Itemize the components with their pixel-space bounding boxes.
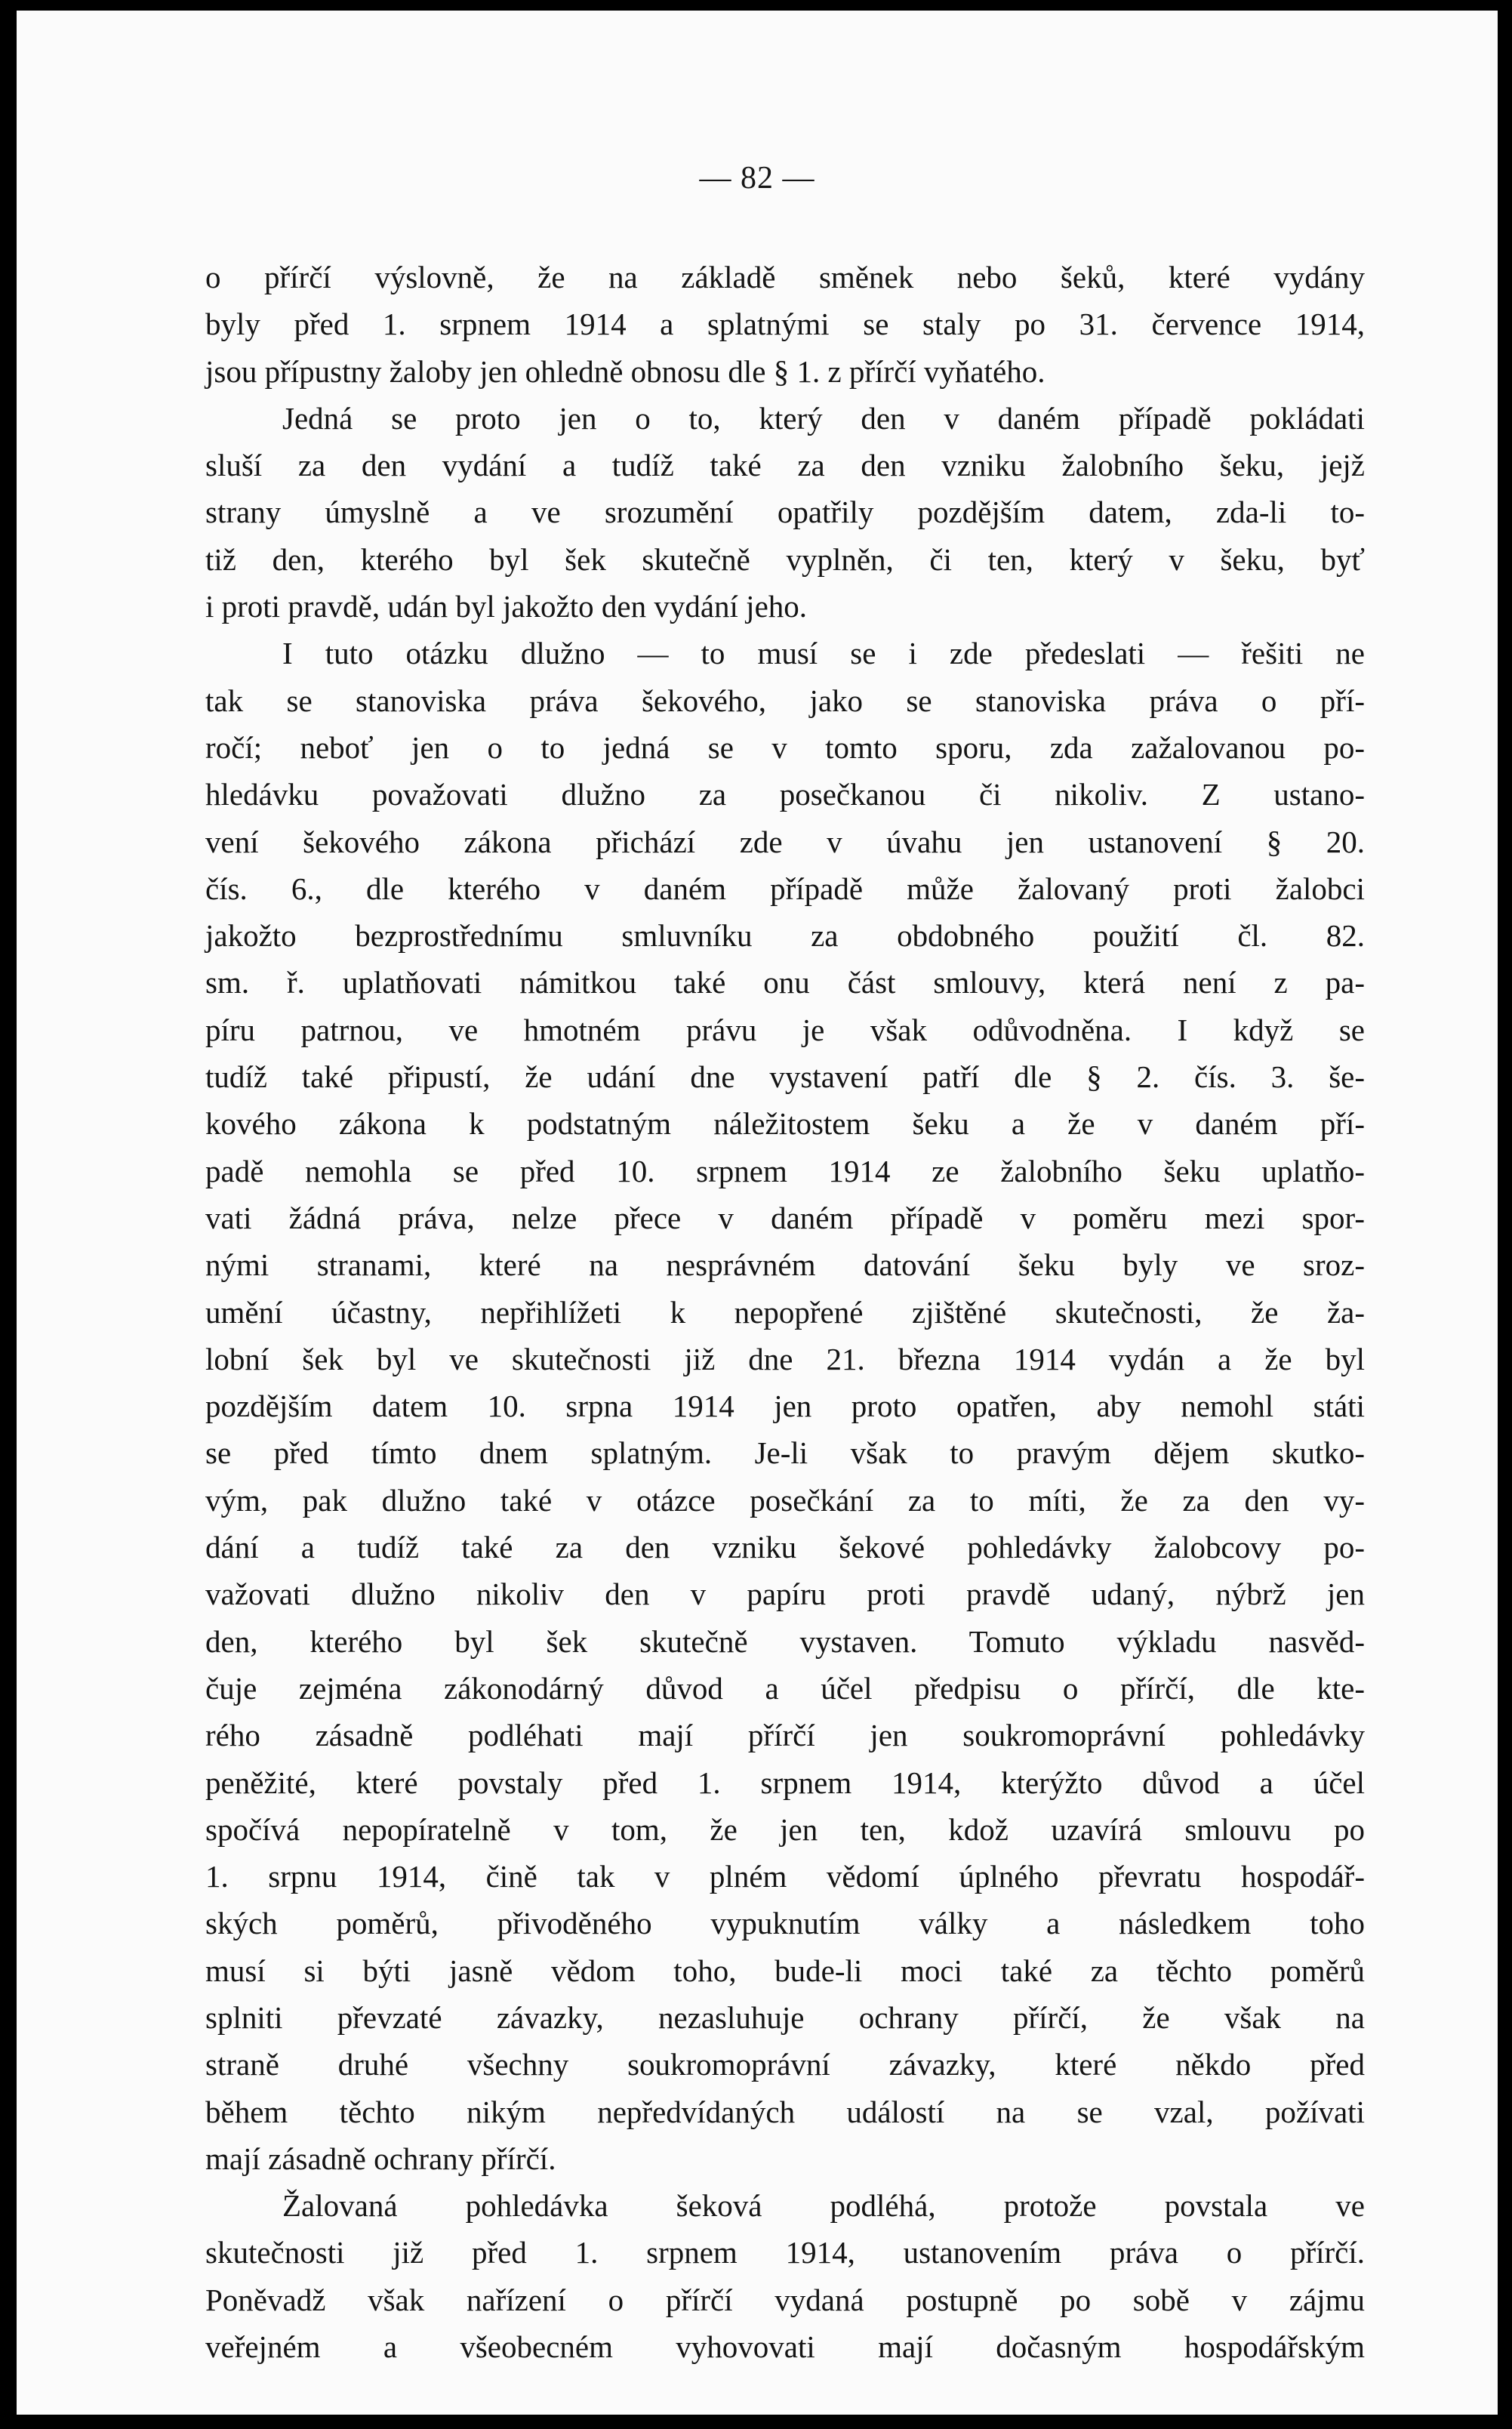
text-line: skutečnosti již před 1. srpnem 1914, ustanovením práva o přírčí.: [205, 2235, 1365, 2270]
text-line: ských poměrů, přivoděného vypuknutím války a následkem toho: [205, 1906, 1365, 1941]
text-line: vení šekového zákona přichází zde v úvahu jen ustanovení § 20.: [205, 824, 1365, 859]
page-number: — 82 —: [699, 161, 815, 196]
text-line: jakožto bezprostřednímu smluvníku za obdobného použití čl. 82.: [205, 918, 1365, 954]
text-line: sm. ř. uplatňovati námitkou také onu část smlouvy, která není z pa-: [205, 965, 1365, 1000]
text-line: strany úmyslně a ve srozumění opatřily pozdějším datem, zda-li to-: [205, 495, 1365, 530]
text-line: tak se stanoviska práva šekového, jako se stanoviska práva o pří-: [205, 683, 1365, 718]
text-line: jsou přípustny žaloby jen ohledně obnosu dle § 1. z přírčí vyňatého.: [205, 353, 1045, 389]
text-line: straně druhé všechny soukromoprávní závazky, které někdo před: [205, 2047, 1365, 2082]
text-line: vati žádná práva, nelze přece v daném případě v poměru mezi spor-: [205, 1200, 1365, 1235]
text-line: peněžité, které povstaly před 1. srpnem 1914, kterýžto důvod a účel: [205, 1765, 1365, 1800]
text-line: važovati dlužno nikoliv den v papíru proti pravdě udaný, nýbrž jen: [205, 1577, 1365, 1612]
text-line: I tuto otázku dlužno — to musí se i zde předeslati — řešiti ne: [282, 636, 1365, 671]
text-line: musí si býti jasně vědom toho, bude-li moci také za těchto poměrů: [205, 1953, 1365, 1988]
text-line: o přírčí výslovně, že na základě směnek nebo šeků, které vydány: [205, 260, 1365, 294]
text-line: lobní šek byl ve skutečnosti již dne 21. března 1914 vydán a že byl: [205, 1341, 1365, 1376]
text-line: kového zákona k podstatným náležitostem šeku a že v daném pří-: [205, 1106, 1365, 1142]
text-line: píru patrnou, ve hmotném právu je však odůvodněna. I když se: [205, 1012, 1365, 1047]
text-line: ročí; neboť jen o to jedná se v tomto sporu, zda zažalovanou po-: [205, 729, 1365, 765]
text-line: pozdějším datem 10. srpna 1914 jen proto opatřen, aby nemohl státi: [205, 1389, 1365, 1424]
text-line: i proti pravdě, udán byl jakožto den vydání jeho.: [205, 589, 808, 624]
text-line: tiž den, kterého byl šek skutečně vyplněn, či ten, který v šeku, byť: [205, 541, 1365, 577]
text-line: spočívá nepopíratelně v tom, že jen ten, kdož uzavírá smlouvu po: [205, 1811, 1365, 1847]
text-line: splniti převzaté závazky, nezasluhuje ochrany přírčí, že však na: [205, 1999, 1365, 2035]
text-line: rého zásadně podléhati mají přírčí jen soukromoprávní pohledávky: [205, 1718, 1365, 1753]
document-page: [17, 11, 1498, 2415]
text-line: padě nemohla se před 10. srpnem 1914 ze žalobního šeku uplatňo-: [205, 1153, 1365, 1188]
text-line: nými stranami, které na nesprávném datování šeku byly ve sroz-: [205, 1247, 1365, 1283]
text-line: 1. srpnu 1914, čině tak v plném vědomí úplného převratu hospodář-: [205, 1859, 1365, 1894]
text-line: den, kterého byl šek skutečně vystaven. Tomuto výkladu nasvěd-: [205, 1623, 1365, 1659]
text-line: byly před 1. srpnem 1914 a splatnými se staly po 31. července 1914,: [205, 307, 1365, 342]
text-line: Jedná se proto jen o to, který den v daném případě pokládati: [282, 400, 1365, 436]
text-line: umění účastny, nepřihlížeti k nepopřené zjištěné skutečnosti, že ža-: [205, 1294, 1365, 1330]
text-line: čuje zejména zákonodárný důvod a účel předpisu o přírčí, dle kte-: [205, 1670, 1365, 1706]
text-line: sluší za den vydání a tudíž také za den vzniku žalobního šeku, jejž: [205, 448, 1365, 483]
text-line: Poněvadž však nařízení o přírčí vydaná postupně po sobě v zájmu: [205, 2282, 1365, 2317]
text-line: dání a tudíž také za den vzniku šekové pohledávky žalobcovy po-: [205, 1530, 1365, 1565]
text-line: vým, pak dlužno také v otázce posečkání za to míti, že za den vy-: [205, 1482, 1365, 1518]
text-line: hledávku považovati dlužno za posečkanou či nikoliv. Z ustano-: [205, 777, 1365, 812]
text-line: čís. 6., dle kterého v daném případě může žalovaný proti žalobci: [205, 871, 1365, 906]
text-line: Žalovaná pohledávka šeková podléhá, protože povstala ve: [282, 2188, 1365, 2224]
text-line: tudíž také připustí, že udání dne vystavení patří dle § 2. čís. 3. še-: [205, 1059, 1365, 1095]
text-line: během těchto nikým nepředvídaných událostí na se vzal, požívati: [205, 2094, 1365, 2129]
text-line: mají zásadně ochrany přírčí.: [205, 2141, 556, 2176]
text-line: veřejném a všeobecném vyhovovati mají dočasným hospodářským: [205, 2329, 1365, 2365]
body-text: [205, 254, 1365, 2370]
text-line: se před tímto dnem splatným. Je-li však to pravým dějem skutko-: [205, 1435, 1365, 1471]
